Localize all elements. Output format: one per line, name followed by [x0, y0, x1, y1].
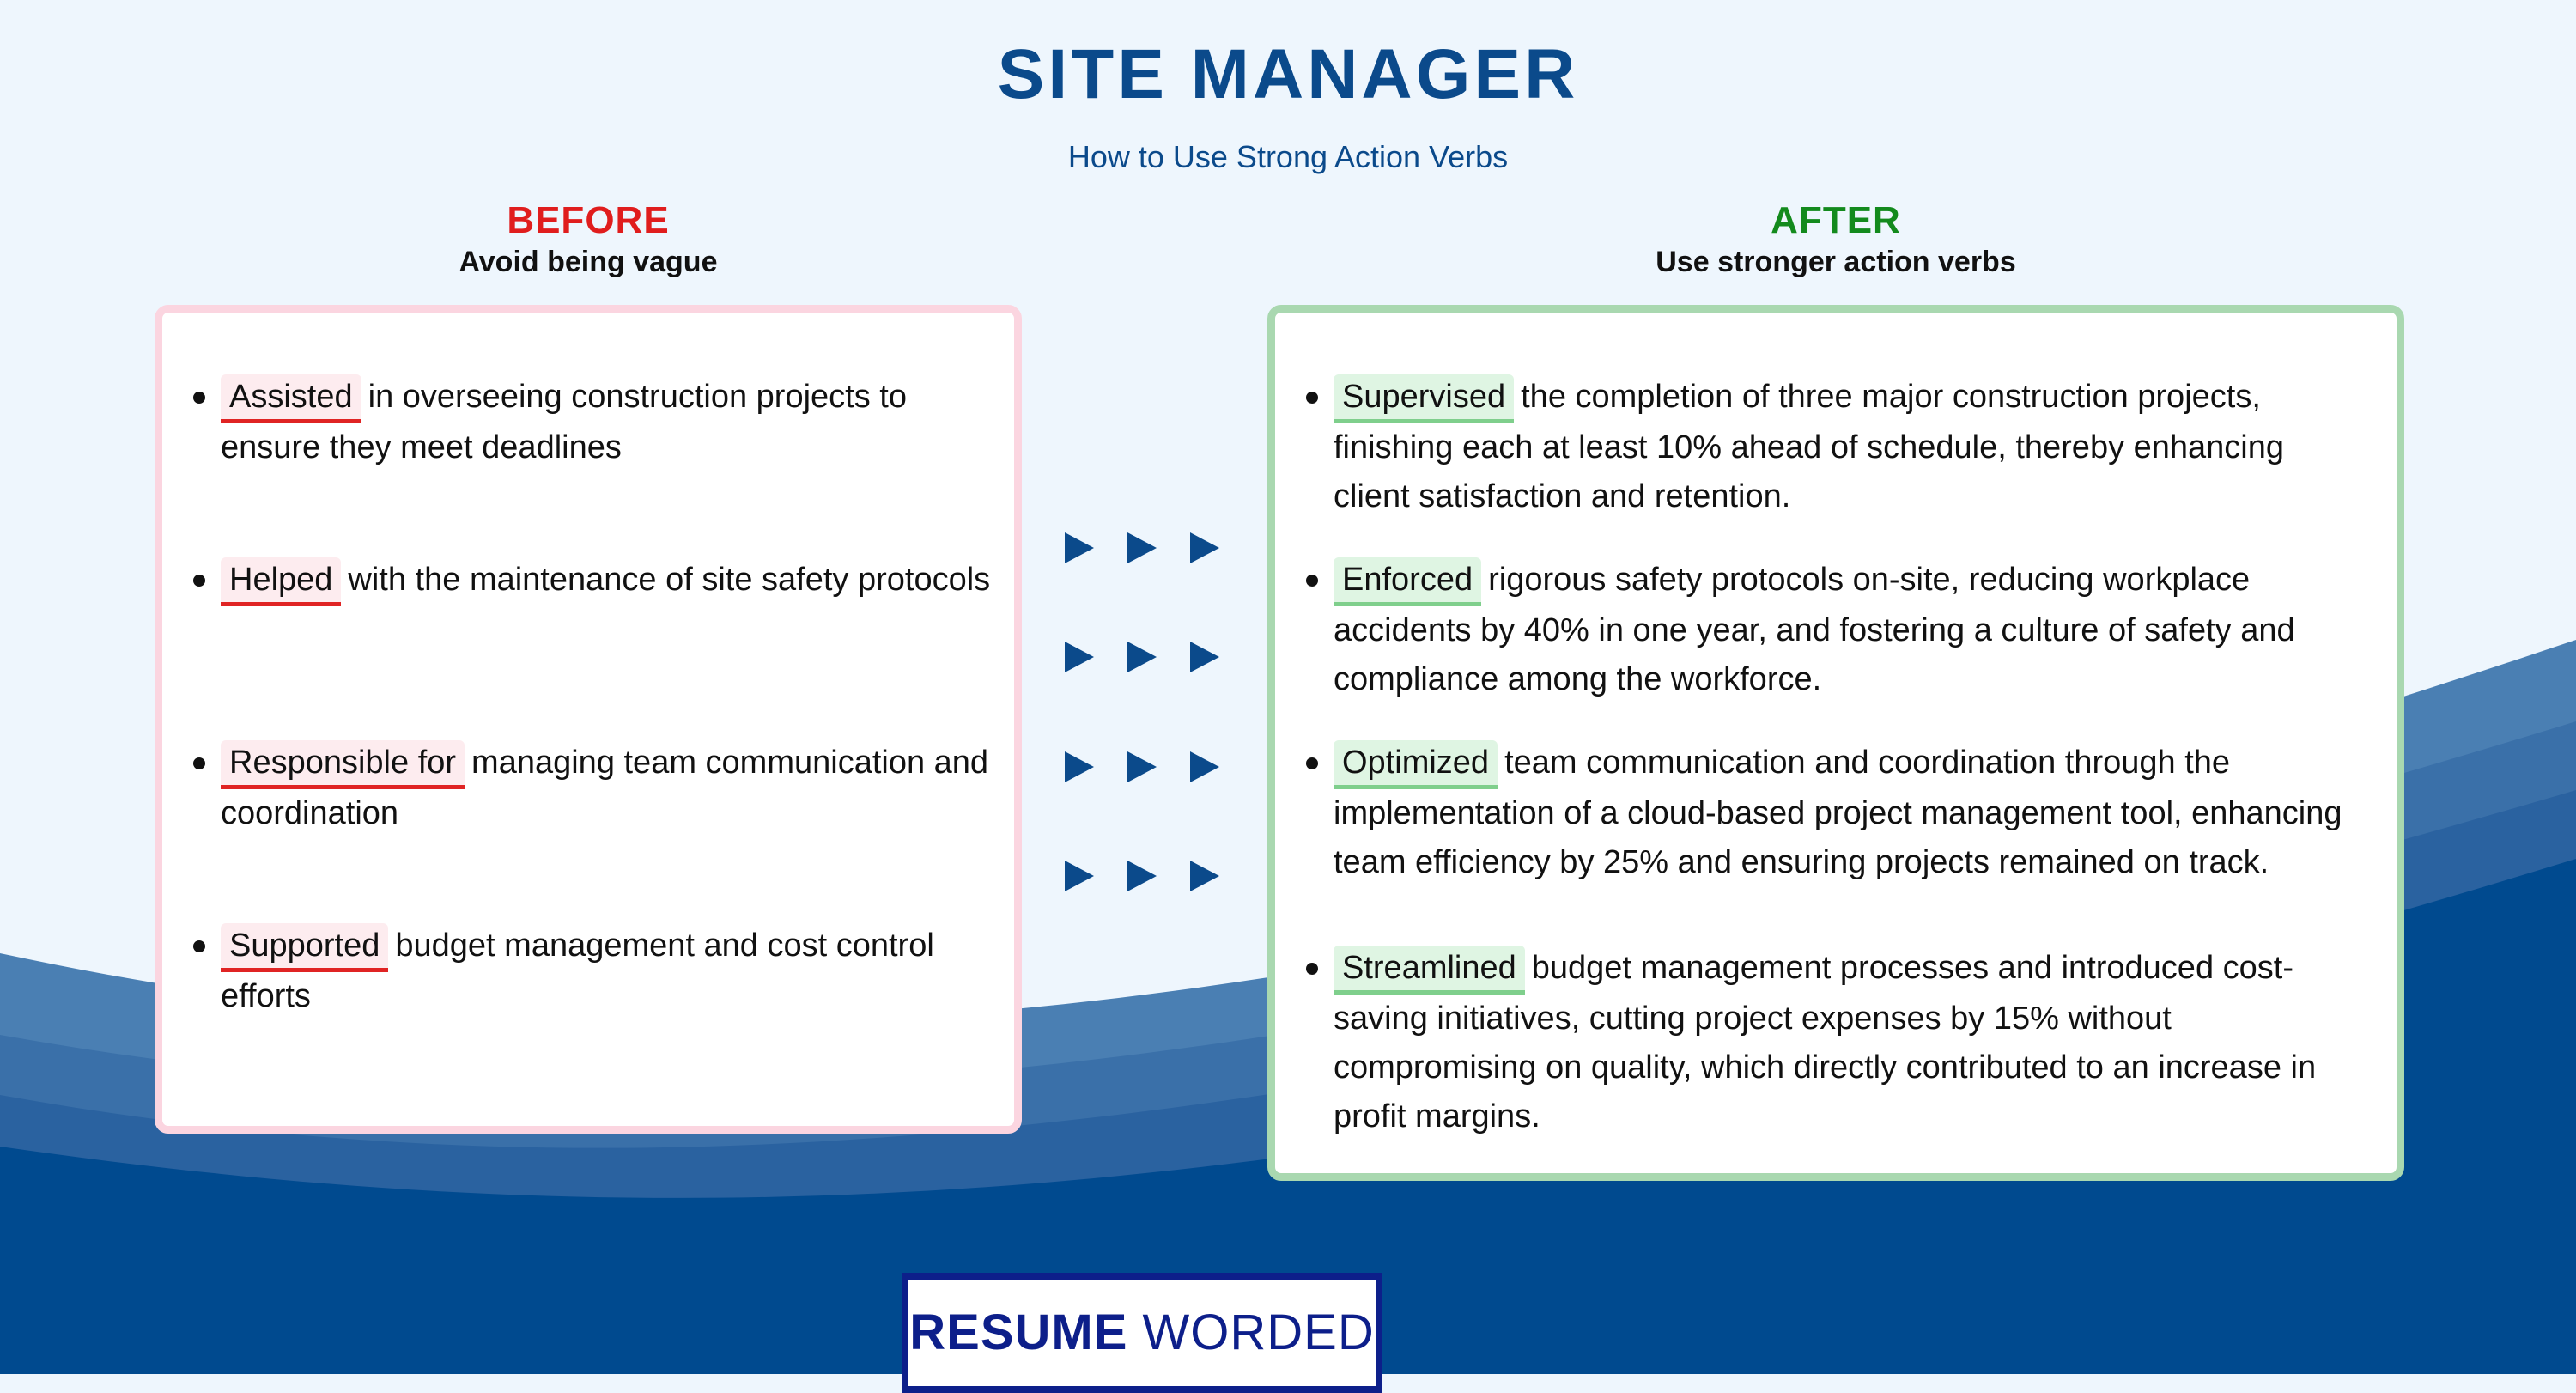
- arrow-right-icon: [1127, 751, 1157, 782]
- before-item: [221, 373, 993, 472]
- before-item: [221, 739, 993, 838]
- before-item-text: with the maintenance of site safety protocols: [348, 562, 991, 598]
- strong-verb: Optimized: [1334, 740, 1498, 789]
- weak-verb: Responsible for: [221, 740, 465, 789]
- before-item-text: managing team communication and coordination: [221, 745, 989, 831]
- arrow-right-icon: [1190, 751, 1219, 782]
- before-label: BEFORE: [507, 199, 670, 241]
- logo-light-text: WORDED: [1142, 1305, 1375, 1360]
- arrow-right-icon: [1065, 642, 1094, 672]
- before-card: [155, 305, 1022, 1134]
- before-sublabel: Avoid being vague: [459, 246, 718, 278]
- after-item-text: the completion of three major construction projects, finishing each at least 10% ahead of schedule, thereby enhancing client satisfaction and retention.: [1334, 379, 2285, 514]
- bullet-icon: [1306, 757, 1318, 769]
- bullet-icon: [1306, 392, 1318, 404]
- arrow-group: [1065, 861, 1219, 891]
- bullet-icon: [193, 940, 205, 952]
- before-header: [155, 199, 1022, 279]
- after-item-text: team communication and coordination through the implementation of a cloud-based project management tool, enhancing team efficiency by 25% and ensuring projects remained on track.: [1334, 745, 2342, 880]
- weak-verb: Supported: [221, 923, 388, 972]
- weak-verb: Helped: [221, 557, 341, 606]
- arrow-group: [1065, 532, 1219, 563]
- after-item: [1334, 739, 2364, 887]
- bullet-icon: [1306, 963, 1318, 975]
- page-title: SITE MANAGER: [997, 35, 1579, 113]
- before-item: [221, 556, 993, 606]
- arrow-right-icon: [1065, 861, 1094, 891]
- before-item-text: in overseeing construction projects to ensure they meet deadlines: [221, 379, 907, 465]
- arrow-right-icon: [1065, 532, 1094, 563]
- bullet-icon: [193, 392, 205, 404]
- after-card: [1267, 305, 2404, 1181]
- after-header: [1269, 199, 2403, 279]
- after-sublabel: Use stronger action verbs: [1656, 246, 2016, 278]
- after-item-text: rigorous safety protocols on-site, reducing workplace accidents by 40% in one year, and fostering a culture of safety and compliance among the workforce.: [1334, 562, 2295, 697]
- after-item: [1334, 944, 2364, 1141]
- bullet-icon: [1306, 575, 1318, 587]
- bullet-icon: [193, 575, 205, 587]
- page-subtitle: How to Use Strong Action Verbs: [1067, 139, 1509, 174]
- strong-verb: Supervised: [1334, 374, 1514, 423]
- arrow-right-icon: [1127, 861, 1157, 891]
- weak-verb: Assisted: [221, 374, 361, 423]
- arrow-right-icon: [1065, 751, 1094, 782]
- before-item: [221, 922, 993, 1021]
- bullet-icon: [193, 757, 205, 769]
- arrow-right-icon: [1127, 532, 1157, 563]
- arrow-right-icon: [1190, 532, 1219, 563]
- arrow-right-icon: [1127, 642, 1157, 672]
- after-item-text: budget management processes and introduced cost-saving initiatives, cutting project expenses by 15% without compromising on quality, which directly contributed to an increase in profit margins.: [1334, 950, 2317, 1134]
- strong-verb: Enforced: [1334, 557, 1481, 606]
- before-item-text: budget management and cost control efforts: [221, 928, 934, 1014]
- after-item: [1334, 556, 2364, 704]
- arrow-right-icon: [1190, 642, 1219, 672]
- arrow-group: [1065, 751, 1219, 782]
- arrow-right-icon: [1190, 861, 1219, 891]
- after-label: AFTER: [1771, 199, 1901, 241]
- after-item: [1334, 373, 2364, 521]
- arrow-group: [1065, 642, 1219, 672]
- logo-bold-text: RESUME: [909, 1305, 1128, 1360]
- resume-worded-logo: [902, 1273, 1382, 1393]
- strong-verb: Streamlined: [1334, 946, 1525, 995]
